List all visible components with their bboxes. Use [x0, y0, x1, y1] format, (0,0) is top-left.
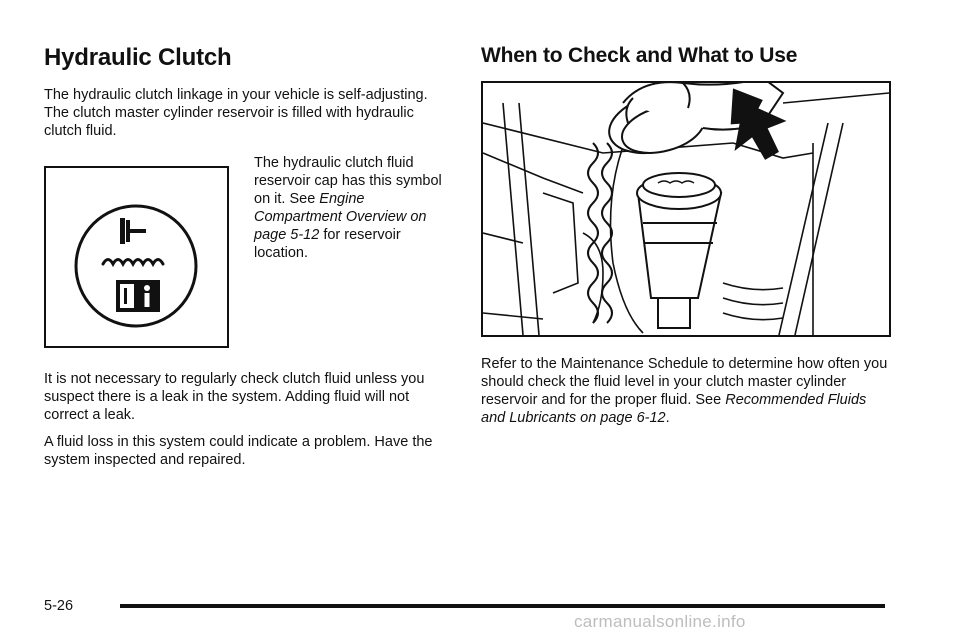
clutch-fluid-symbol-box [44, 166, 229, 348]
symbol-text-tail: for reservoir location. [254, 227, 401, 261]
right-column [481, 44, 891, 427]
symbol-description [254, 154, 449, 262]
intro-paragraph: The hydraulic clutch linkage in your vehicle is self-adjusting. The clutch master cylinder reservoir is filled with hydraulic clutch fluid. [44, 87, 428, 139]
fluid-loss-paragraph: A fluid loss in this system could indicate a problem. Have the system inspected and repaired. [44, 434, 433, 468]
section-title-hydraulic-clutch: Hydraulic Clutch [44, 44, 232, 71]
left-column [44, 44, 449, 469]
section-title-when-to-check: When to Check and What to Use [481, 44, 798, 67]
symbol-text-lead: The hydraulic clutch fluid reservoir cap has this symbol on it. See [254, 155, 442, 207]
engine-compartment-reference[interactable]: Engine Compartment Overview on page 5-12 [254, 191, 427, 243]
maintenance-paragraph [481, 355, 891, 427]
leak-paragraph: It is not necessary to regularly check clutch fluid unless you suspect there is a leak in the system. Adding fluid will not correct a leak. [44, 371, 425, 423]
page-number: 5-26 [44, 598, 74, 614]
symbol-row [44, 154, 449, 354]
footer-rule [120, 604, 885, 608]
maintenance-text-lead: Refer to the Maintenance Schedule to determine how often you should check the fluid level in your clutch master cylinder reservoir and for the proper fluid. See [481, 356, 888, 408]
clutch-fluid-symbol-icon [46, 168, 227, 346]
recommended-fluids-reference[interactable]: Recommended Fluids and Lubricants on page 6-12 [481, 392, 867, 426]
watermark: carmanualsonline.info [574, 612, 746, 631]
maintenance-text-tail: . [665, 410, 670, 426]
reservoir-cap-illustration [481, 81, 891, 337]
